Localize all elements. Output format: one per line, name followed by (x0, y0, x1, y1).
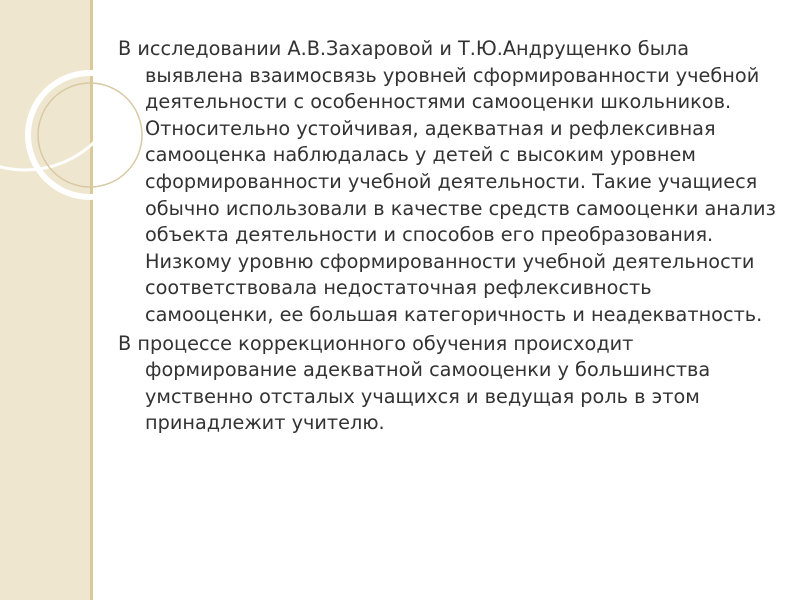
paragraph-2: В процессе коррекционного обучения происходит формирование адекватной самооценки у большинства умственно отсталых учащихся и ведущая роль в этом принадлежит учителю. (118, 331, 711, 435)
paragraph-1: В исследовании А.В.Захаровой и Т.Ю.Андрущенко была выявлена взаимосвязь уровней сформированности учебной деятельности с особенностями самооценки школьников. Относительно устойчивая, адекватная и рефлексивная самооценка наблюдалась у детей с высоким уровнем сформированности учебной деятельности. Такие учащиеся обычно использовали в качестве средств самооценки анализ объекта деятельности и способов его преобразования. Низкому уровню сформированности учебной деятельности соответствовала недостаточная рефлексивность самооценки, ее большая категоричность и неадекватность. (118, 37, 776, 326)
slide-body-text (118, 36, 778, 439)
